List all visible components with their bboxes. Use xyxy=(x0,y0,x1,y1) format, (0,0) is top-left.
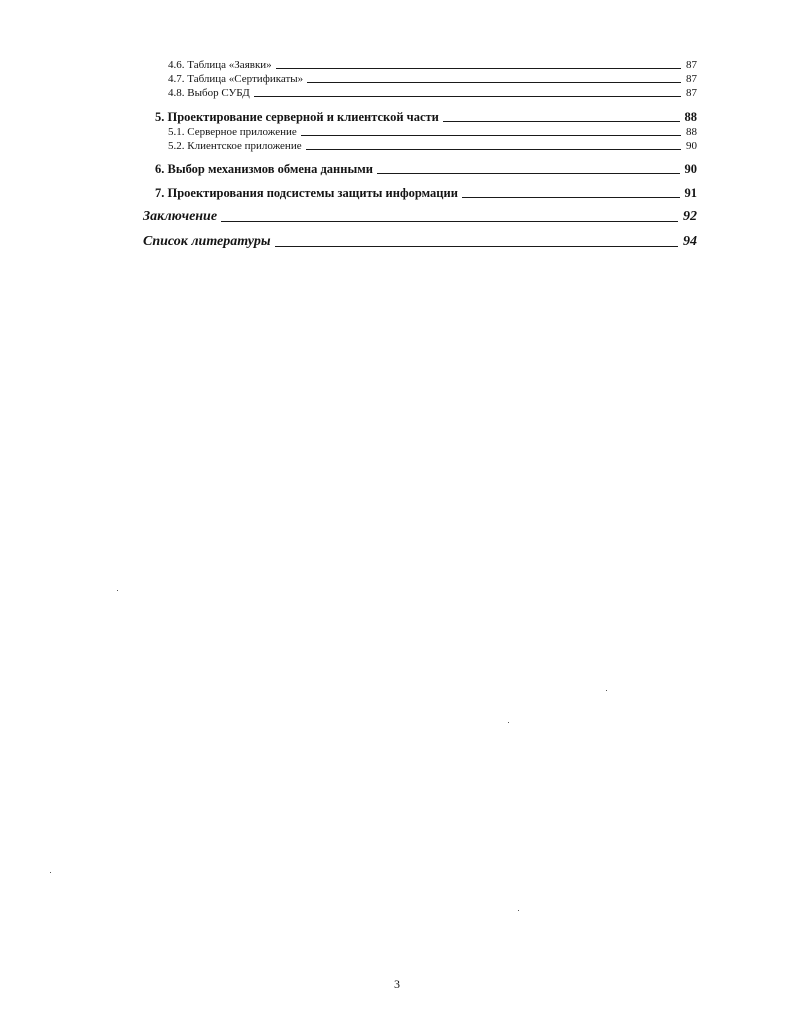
toc-entry-label: Заключение xyxy=(143,209,218,224)
toc-entry-page: 92 xyxy=(683,209,697,224)
toc-entry-label: 4.6. Таблица «Заявки» xyxy=(168,59,272,71)
toc-entry-page: 88 xyxy=(684,110,697,124)
toc-leader-line xyxy=(275,246,678,247)
toc-leader-line xyxy=(276,68,681,69)
toc-entry-label: 7. Проектирования подсистемы защиты информации xyxy=(155,186,458,200)
page-number: 3 xyxy=(394,977,400,991)
toc-leader-line xyxy=(462,197,680,198)
toc-entry-label: 4.7. Таблица «Сертификаты» xyxy=(168,73,304,85)
scan-speck xyxy=(518,910,519,911)
scan-speck xyxy=(508,722,509,723)
toc-entry-page: 91 xyxy=(684,186,697,200)
toc-entry-5-2 xyxy=(168,140,697,153)
toc-entry-page: 90 xyxy=(684,162,697,176)
toc-entry-label: 4.8. Выбор СУБД xyxy=(168,87,250,99)
toc-entry-page: 87 xyxy=(686,73,697,85)
toc-entry-page: 87 xyxy=(686,87,697,99)
toc-entry-label: 5.1. Серверное приложение xyxy=(168,126,297,138)
toc-leader-line xyxy=(221,221,678,222)
toc-entry-label: 5.2. Клиентское приложение xyxy=(168,140,302,152)
toc-entry-4-8 xyxy=(168,87,697,100)
toc-entry-5-1 xyxy=(168,126,697,139)
toc-entry-6 xyxy=(155,162,697,177)
toc-entry-5 xyxy=(155,110,697,125)
toc-entry-4-6 xyxy=(168,59,697,72)
toc-leader-line xyxy=(306,149,681,150)
scan-speck xyxy=(50,872,51,873)
toc-leader-line xyxy=(301,135,681,136)
scan-speck xyxy=(117,590,118,591)
toc-leader-line xyxy=(377,173,680,174)
toc-entry-label: Список литературы xyxy=(143,234,271,249)
toc-entry-conclusion xyxy=(143,208,697,225)
toc-entry-label: 6. Выбор механизмов обмена данными xyxy=(155,162,373,176)
toc-entry-references xyxy=(143,233,697,250)
scan-speck xyxy=(606,690,607,691)
toc-entry-4-7 xyxy=(168,73,697,86)
toc-entry-page: 90 xyxy=(686,140,697,152)
toc-leader-line xyxy=(254,96,681,97)
toc-entry-label: 5. Проектирование серверной и клиентской части xyxy=(155,110,439,124)
toc-leader-line xyxy=(443,121,680,122)
toc-entry-page: 87 xyxy=(686,59,697,71)
toc-entry-7 xyxy=(155,186,697,201)
toc-leader-line xyxy=(307,82,681,83)
toc-entry-page: 88 xyxy=(686,126,697,138)
toc-entry-page: 94 xyxy=(683,234,697,249)
